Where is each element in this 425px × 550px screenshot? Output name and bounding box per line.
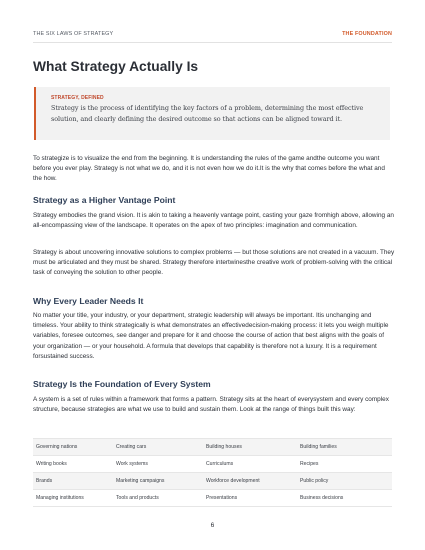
section-paragraph: A system is a set of rules within a framework that forms a pattern. Strategy sits at the heart of everysystem and every complex structure, because strategies are what we use to build and sustain them. Look at the range of things built this way: [33, 396, 389, 414]
grid-cell: Curriculums [206, 461, 234, 467]
book-title: THE SIX LAWS OF STRATEGY [33, 31, 114, 37]
header-divider [33, 42, 392, 43]
section-heading: Strategy Is the Foundation of Every System [33, 379, 211, 389]
grid-cell: Managing institutions [36, 495, 84, 501]
callout-text: Strategy is the process of identifying the key factors of a problem, determining the most effective solution, and clearly defining the desired outcome so that actions can be aligned toward it. [51, 104, 364, 124]
grid-row [33, 473, 392, 490]
grid-cell: Business decisions [300, 495, 344, 501]
section-heading: Strategy as a Higher Vantage Point [33, 195, 176, 205]
grid-cell: Building houses [206, 444, 242, 450]
section-paragraph: Strategy is about uncovering innovative solutions to complex problems — but those solutions are not created in a vacuum. They must be articulated and they must be shared. Strategy therefore intertwinesthe creative work of problem-solving with the critical task of conveying the solution to other people. [33, 249, 395, 277]
grid-cell: Marketing campaigns [116, 478, 165, 484]
grid-cell: Public policy [300, 478, 329, 484]
grid-row [33, 439, 392, 456]
page-title: What Strategy Actually Is [33, 59, 199, 74]
grid-cell: Tools and products [116, 495, 159, 501]
grid-row [33, 490, 392, 507]
grid-cell: Work systems [116, 461, 148, 467]
grid-cell: Presentations [206, 495, 238, 501]
definition-callout [34, 87, 390, 140]
grid-cell: Workforce development [206, 478, 260, 484]
chapter-title: THE FOUNDATION [342, 31, 392, 37]
examples-grid [33, 438, 392, 507]
grid-cell: Governing nations [36, 444, 78, 450]
callout-label: STRATEGY, DEFINED [51, 95, 104, 101]
grid-cell: Brands [36, 478, 53, 484]
section-paragraph: No matter your title, your industry, or your department, strategic leadership will always be important. Itis unchanging and timeless. Your ability to think strategically is what demonstrates an effectivedecision-making process: it lets you weigh multiple variables, foresee outcomes, see danger and prepare for it and choose the course of action that best aligns with the goals of your organization — or your household. A formula that develops that capability is therefore not a luxury. It is a requirement forsustained success. [33, 312, 389, 360]
section-paragraph: Strategy embodies the grand vision. It is akin to taking a heavenly vantage point, casting your gaze fromhigh above, allowing an all-encompassing view of the landscape. It operates on the apex of two principles: imagination and communication. [33, 212, 394, 230]
section-heading: Why Every Leader Needs It [33, 296, 144, 306]
grid-cell: Writing books [36, 461, 67, 467]
intro-paragraph: To strategize is to visualize the end from the beginning. It is understanding the rules of the game andthe outcome you want before you ever play. Strategy is not what we do, and it is not even how we do it.It is the why that comes before the what and the how. [33, 155, 385, 183]
grid-cell: Recipes [300, 461, 319, 467]
page-number: 6 [210, 522, 215, 529]
running-header [33, 31, 392, 37]
grid-cell: Building families [300, 444, 337, 450]
grid-row [33, 456, 392, 473]
grid-cell: Creating cars [116, 444, 147, 450]
